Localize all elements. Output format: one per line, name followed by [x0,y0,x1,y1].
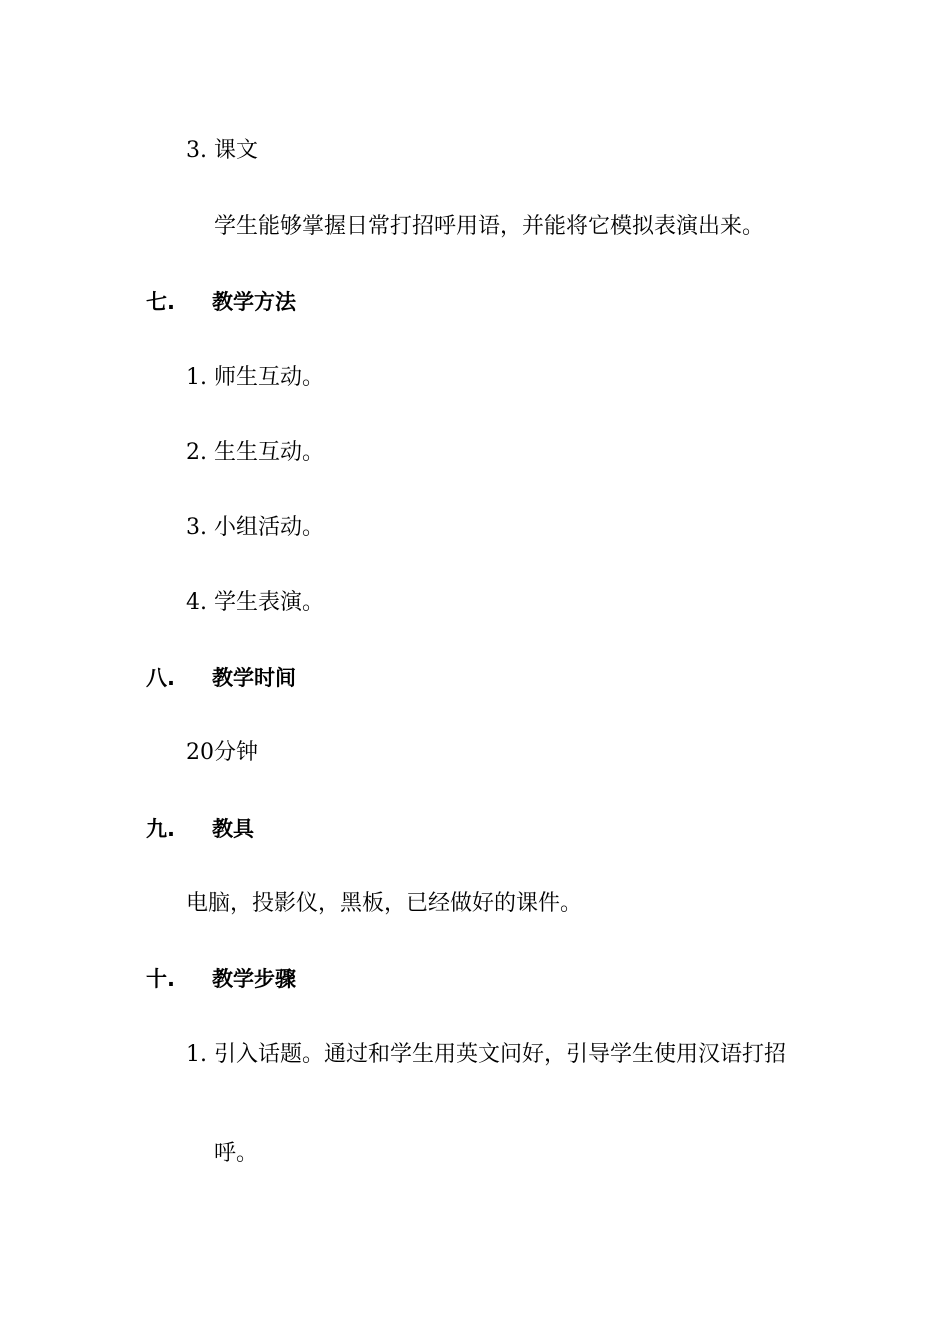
list-text: 学生表演。 [214,590,325,615]
list-item [186,1040,786,1070]
section-body: 电脑，投影仪，黑板，已经做好的课件。 [186,891,583,916]
list-number: 4. [186,590,207,615]
list-item [186,588,324,618]
section-title: 教学时间 [212,666,296,690]
list-number: 2. [186,440,207,465]
section-heading-7 [146,287,296,317]
section-number: 十. [146,967,175,991]
section-number: 七. [146,290,175,314]
list-text: 生生互动。 [214,440,325,465]
list-text: 师生互动。 [214,365,325,390]
section-heading-10 [146,964,296,994]
list-text: 小组活动。 [214,515,325,540]
section-title: 教具 [212,817,254,841]
section-title: 教学方法 [212,290,296,314]
section-title: 教学步骤 [212,967,296,991]
list-item [186,136,258,166]
list-item-continuation: 呼。 [214,1141,259,1166]
list-number: 1. [186,365,207,390]
section-number: 八. [146,666,175,690]
list-number: 3. [186,515,207,540]
section-number: 九. [146,817,175,841]
list-text: 引入话题。通过和学生用英文问好，引导学生使用汉语打招 [214,1042,787,1067]
list-number: 1. [186,1042,207,1067]
list-item [186,513,324,543]
list-text: 课文 [214,138,259,163]
section-body: 20分钟 [186,740,258,765]
list-item [186,363,324,393]
list-number: 3. [186,138,207,163]
list-item [186,438,324,468]
paragraph: 学生能够掌握日常打招呼用语，并能将它模拟表演出来。 [214,214,765,239]
section-heading-9 [146,814,254,844]
section-heading-8 [146,663,296,693]
